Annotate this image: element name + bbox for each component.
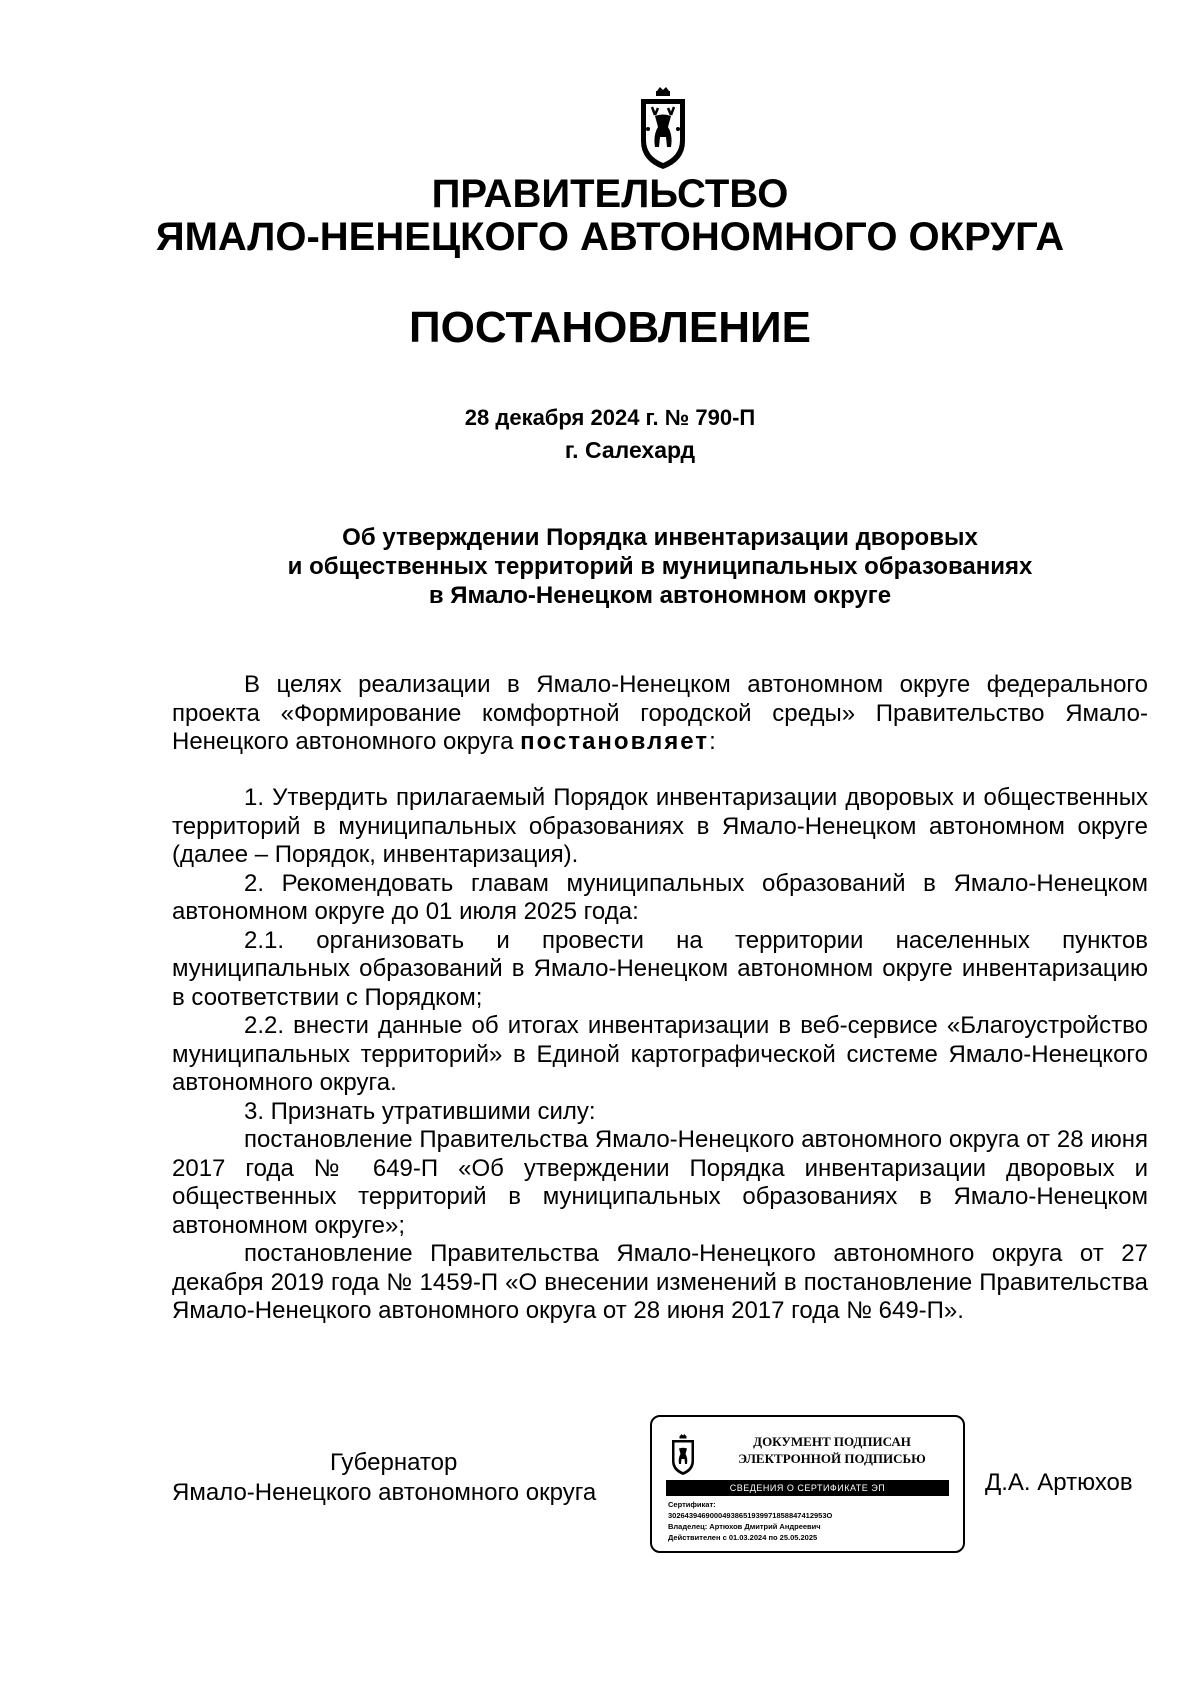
body-paragraph: 1. Утвердить прилагаемый Порядок инвентаризации дворовых и общественных территорий в муниципальных образованиях в Ямало-Ненецком автономном округе (далее – Порядок, инвентаризация). — [172, 784, 1148, 868]
preamble-keyword: постановляет — [520, 728, 710, 755]
signatory-title — [172, 1448, 596, 1508]
preamble-text: В целях реализации в Ямало-Ненецком автономном округе федерального проекта «Формирование комфортной городской среды» Правительство Ямало-Ненецкого автономного округа — [172, 671, 1148, 755]
signatory-title-line1: Губернатор — [330, 1449, 458, 1476]
stamp-cert-label: Сертификат: — [668, 1500, 716, 1509]
document-subject — [175, 523, 1145, 610]
stamp-title-line: ЭЛЕКТРОННОЙ ПОДПИСЬЮ — [738, 1451, 926, 1466]
signatory-title-line2: Ямало-Ненецкого автономного округа — [172, 1479, 597, 1506]
document-city: г. Салехард — [564, 437, 696, 463]
body-paragraph: 2.2. внести данные об итогах инвентаризации в веб-сервисе «Благоустройство муниципальных территорий» в Единой картографической системе Ямало-Ненецкого автономного округа. — [172, 1012, 1148, 1096]
body-paragraph: постановление Правительства Ямало-Ненецкого автономного округа от 27 декабря 2019 года № 1459-П «О внесении изменений в постановление Правительства Ямало-Ненецкого автономного округа от 28 июня 2017 года № 649-П». — [172, 1240, 1148, 1324]
signatory-name: Д.А. Артюхов — [985, 1469, 1133, 1496]
stamp-cert-value: 30264394690004938651939971858847412953О — [668, 1511, 833, 1520]
org-name-line1: ПРАВИТЕЛЬСТВО — [431, 172, 789, 216]
document-type: ПОСТАНОВЛЕНИЕ — [408, 303, 812, 352]
stamp-emblem-icon — [668, 1433, 698, 1477]
subject-line: и общественных территорий в муниципальных образованиях — [287, 553, 1033, 580]
stamp-title-line: ДОКУМЕНТ ПОДПИСАН — [753, 1434, 911, 1449]
body-paragraph: постановление Правительства Ямало-Ненецкого автономного округа от 28 июня 2017 года № 649-П «Об утверждении Порядка инвентаризации дворовых и общественных территорий в муниципальных образованиях в Ямало-Ненецком автономном округе»; — [172, 1126, 1148, 1239]
org-name-line2: ЯМАЛО-НЕНЕЦКОГО АВТОНОМНОГО ОКРУГА — [155, 215, 1065, 259]
stamp-certificate-info — [668, 1499, 953, 1543]
preamble-paragraph — [172, 671, 1148, 757]
electronic-signature-stamp — [650, 1415, 965, 1553]
body-paragraph: 2.1. организовать и провести на территории населенных пунктов муниципальных образований в Ямало-Ненецком автономном округе инвентаризацию в соответствии с Порядком; — [172, 926, 1148, 1011]
preamble — [172, 671, 1148, 757]
body-paragraph: 3. Признать утратившими силу: — [244, 1097, 596, 1125]
document-date-number: 28 декабря 2024 г. № 790-П — [464, 405, 756, 430]
preamble-end: : — [709, 728, 716, 755]
stamp-certificate-bar: СВЕДЕНИЯ О СЕРТИФИКАТЕ ЭП — [666, 1480, 949, 1496]
stamp-title — [712, 1433, 952, 1467]
document-body — [172, 784, 1148, 1326]
subject-line: в Ямало-Ненецком автономном округе — [428, 582, 892, 609]
coat-of-arms-emblem — [635, 85, 691, 173]
stamp-valid: Действителен с 01.03.2024 по 25.05.2025 — [668, 1533, 818, 1542]
body-paragraph: 2. Рекомендовать главам муниципальных образований в Ямало-Ненецком автономном округе до 01 июля 2025 года: — [172, 869, 1148, 925]
subject-line: Об утверждении Порядка инвентаризации дворовых — [342, 524, 978, 551]
stamp-owner: Владелец: Артюхов Дмитрий Андреевич — [668, 1522, 821, 1531]
